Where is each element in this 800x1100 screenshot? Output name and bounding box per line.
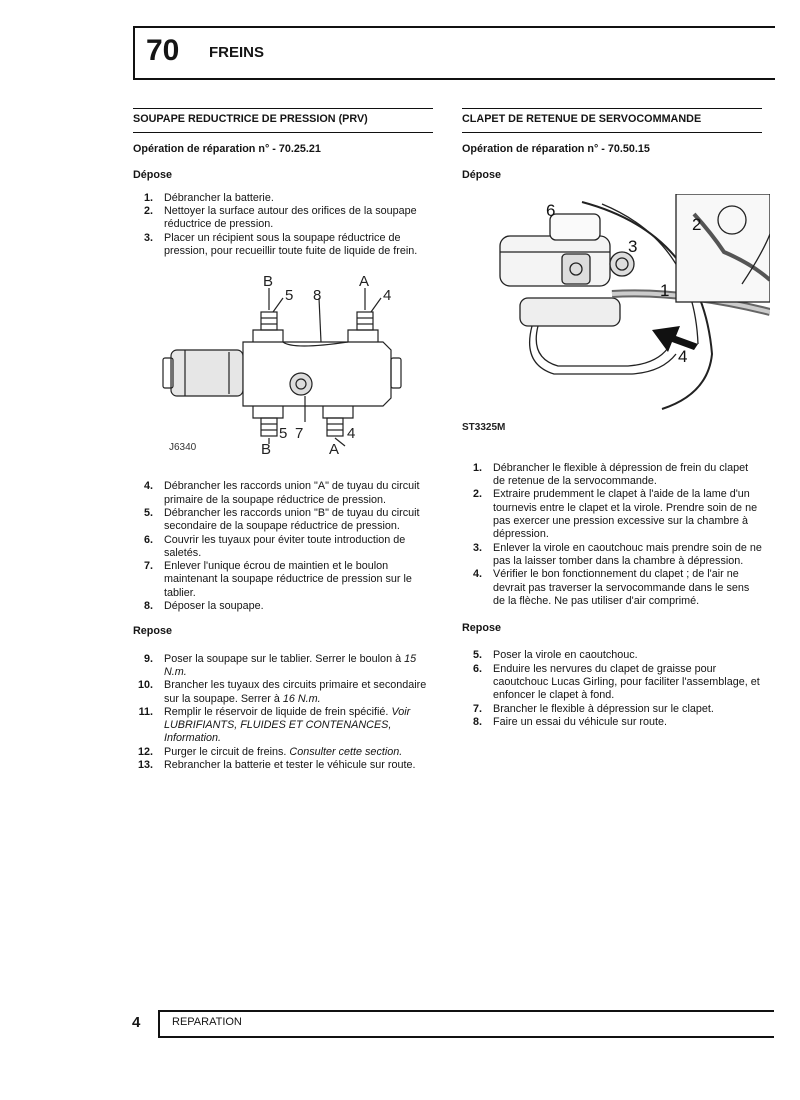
step-reference: Voir LUBRIFIANTS, FLUIDES ET CONTENANCES, Information. bbox=[164, 705, 411, 745]
depose-steps bbox=[133, 192, 433, 258]
step-item bbox=[133, 480, 433, 507]
label-6: 6 bbox=[546, 200, 556, 220]
step-item bbox=[462, 663, 762, 703]
servo-photo-svg bbox=[462, 194, 770, 434]
depose-heading: Dépose bbox=[133, 168, 173, 181]
step-number: 6. bbox=[472, 662, 482, 675]
step-item bbox=[462, 716, 762, 729]
operation-number: Opération de réparation n° - 70.25.21 bbox=[133, 143, 321, 156]
step-number: 1. bbox=[472, 461, 482, 474]
prv-diagram bbox=[133, 272, 433, 462]
prv-diagram-svg bbox=[133, 272, 433, 462]
step-number: 11. bbox=[138, 705, 153, 718]
label-4: 4 bbox=[678, 346, 688, 366]
step-number: 8. bbox=[143, 600, 153, 613]
step-number: 5. bbox=[143, 506, 153, 519]
step-text: Débrancher les raccords union "A" de tuyau du circuit primaire de la soupape réductrice de pression. bbox=[164, 480, 420, 506]
step-item bbox=[133, 679, 433, 706]
step-number: 4. bbox=[143, 480, 153, 493]
step-text: Enduire les nervures du clapet de graisse pour caoutchouc Lucas Girling, pour faciliter l'assemblage, et enfoncer le clapet à fond. bbox=[493, 662, 760, 702]
step-text: Déposer la soupape. bbox=[164, 600, 264, 613]
label-b-top: B bbox=[263, 273, 274, 291]
step-text: Débrancher le flexible à dépression de frein du clapet de retenue de la servocommande. bbox=[493, 461, 749, 488]
figure-code: ST3325M bbox=[462, 421, 506, 433]
step-item bbox=[133, 653, 433, 680]
depose-steps-continued bbox=[133, 480, 433, 613]
label-5-bottom: 5 bbox=[279, 425, 288, 443]
step-reference: 15 N.m. bbox=[164, 652, 417, 678]
operation-number: Opération de réparation n° - 70.50.15 bbox=[462, 143, 650, 156]
step-text: Enlever la virole en caoutchouc mais prendre soin de ne pas la laisser tomber dans la chambre à dépression. bbox=[493, 541, 762, 567]
step-number: 2. bbox=[472, 488, 482, 501]
step-text: Débrancher la batterie. bbox=[164, 191, 274, 204]
step-item bbox=[133, 759, 433, 772]
step-item bbox=[462, 542, 762, 569]
step-number: 12. bbox=[137, 745, 153, 758]
step-text: Couvrir les tuyaux pour éviter toute introduction de saletés. bbox=[164, 533, 406, 559]
step-number: 5. bbox=[472, 649, 482, 662]
step-item bbox=[133, 706, 433, 746]
step-text: Purger le circuit de freins. bbox=[164, 745, 290, 758]
step-number: 4. bbox=[472, 568, 482, 581]
step-text: Rebrancher la batterie et tester le véhicule sur route. bbox=[164, 759, 416, 772]
step-number: 10. bbox=[137, 679, 153, 692]
step-item bbox=[462, 568, 762, 608]
step-number: 7. bbox=[143, 560, 153, 573]
chapter-title: FREINS bbox=[209, 44, 265, 61]
step-item bbox=[133, 600, 433, 613]
section-title-prv: SOUPAPE REDUCTRICE DE PRESSION (PRV) bbox=[133, 108, 433, 133]
label-1: 1 bbox=[660, 280, 670, 300]
page-number: 4 bbox=[132, 1014, 141, 1031]
step-text: Faire un essai du véhicule sur route. bbox=[493, 715, 668, 728]
footer-section: REPARATION bbox=[172, 1016, 242, 1028]
step-text: Vérifier le bon fonctionnement du clapet ; de l'air ne devrait pas traverser la servocommande dans le sens de la flèche. Ne pas utiliser d'air comprimé. bbox=[493, 568, 750, 607]
step-number: 1. bbox=[143, 191, 153, 204]
step-reference: Consulter cette section. bbox=[289, 745, 403, 758]
repose-steps bbox=[133, 653, 433, 773]
figure-code: J6340 bbox=[169, 442, 197, 454]
step-text: Débrancher les raccords union "B" de tuyau du circuit secondaire de la soupape réductrice de pression. bbox=[164, 506, 420, 533]
step-number: 6. bbox=[143, 533, 153, 546]
depose-heading: Dépose bbox=[462, 168, 502, 181]
step-item bbox=[462, 462, 762, 489]
step-number: 8. bbox=[472, 715, 482, 728]
step-number: 3. bbox=[143, 231, 153, 244]
step-text: Enlever l'unique écrou de maintien et le boulon maintenant la soupape réductrice de pression sur le tablier. bbox=[164, 560, 412, 599]
footer-frame bbox=[158, 1010, 774, 1038]
step-text: Extraire prudemment le clapet à l'aide de la lame d'un tournevis entre le clapet et la virole. Prendre soin de ne pas exercer une pression excessive sur la chambre à dépression. bbox=[493, 488, 758, 541]
step-item bbox=[133, 192, 433, 205]
step-number: 2. bbox=[143, 205, 153, 218]
step-item bbox=[462, 649, 762, 662]
label-a-bottom: A bbox=[329, 441, 340, 459]
step-number: 7. bbox=[472, 702, 482, 715]
step-item bbox=[462, 488, 762, 541]
label-5-top: 5 bbox=[285, 287, 294, 305]
step-item bbox=[133, 507, 433, 534]
step-text: Brancher les tuyaux des circuits primaire et secondaire sur la soupape. Serrer à bbox=[164, 679, 427, 705]
label-b-bottom: B bbox=[261, 441, 272, 459]
label-4-top: 4 bbox=[383, 287, 392, 305]
step-text: Nettoyer la surface autour des orifices de la soupape réductrice de pression. bbox=[164, 205, 417, 231]
label-3: 3 bbox=[628, 236, 638, 256]
left-column bbox=[133, 108, 433, 772]
label-2: 2 bbox=[692, 214, 702, 234]
repose-heading: Repose bbox=[133, 625, 173, 638]
step-text: Brancher le flexible à dépression sur le clapet. bbox=[493, 702, 714, 715]
label-7: 7 bbox=[295, 425, 304, 443]
step-item bbox=[133, 534, 433, 561]
step-text: Poser la soupape sur le tablier. Serrer le boulon à bbox=[164, 652, 405, 665]
repose-heading: Repose bbox=[462, 622, 502, 635]
section-title-clapet: CLAPET DE RETENUE DE SERVOCOMMANDE bbox=[462, 108, 762, 133]
step-reference: 16 N.m. bbox=[282, 692, 321, 705]
step-number: 3. bbox=[472, 541, 482, 554]
step-item bbox=[462, 703, 762, 716]
label-4-bottom: 4 bbox=[347, 425, 356, 443]
step-text: Remplir le réservoir de liquide de frein spécifié. bbox=[164, 705, 392, 718]
step-text: Poser la virole en caoutchouc. bbox=[493, 649, 638, 662]
label-a-top: A bbox=[359, 273, 370, 291]
step-number: 13. bbox=[137, 759, 153, 772]
repose-steps bbox=[462, 649, 762, 729]
right-column bbox=[462, 108, 762, 729]
step-item bbox=[133, 205, 433, 232]
step-number: 9. bbox=[143, 652, 153, 665]
step-item bbox=[133, 560, 433, 600]
chapter-number: 70 bbox=[146, 34, 180, 67]
step-text: Placer un récipient sous la soupape réductrice de pression, pour recueillir toute fuite de liquide de frein. bbox=[164, 231, 418, 258]
depose-steps bbox=[462, 462, 762, 608]
servo-photo bbox=[462, 194, 762, 434]
step-item bbox=[133, 232, 433, 259]
step-item bbox=[133, 746, 433, 759]
label-8: 8 bbox=[313, 287, 322, 305]
